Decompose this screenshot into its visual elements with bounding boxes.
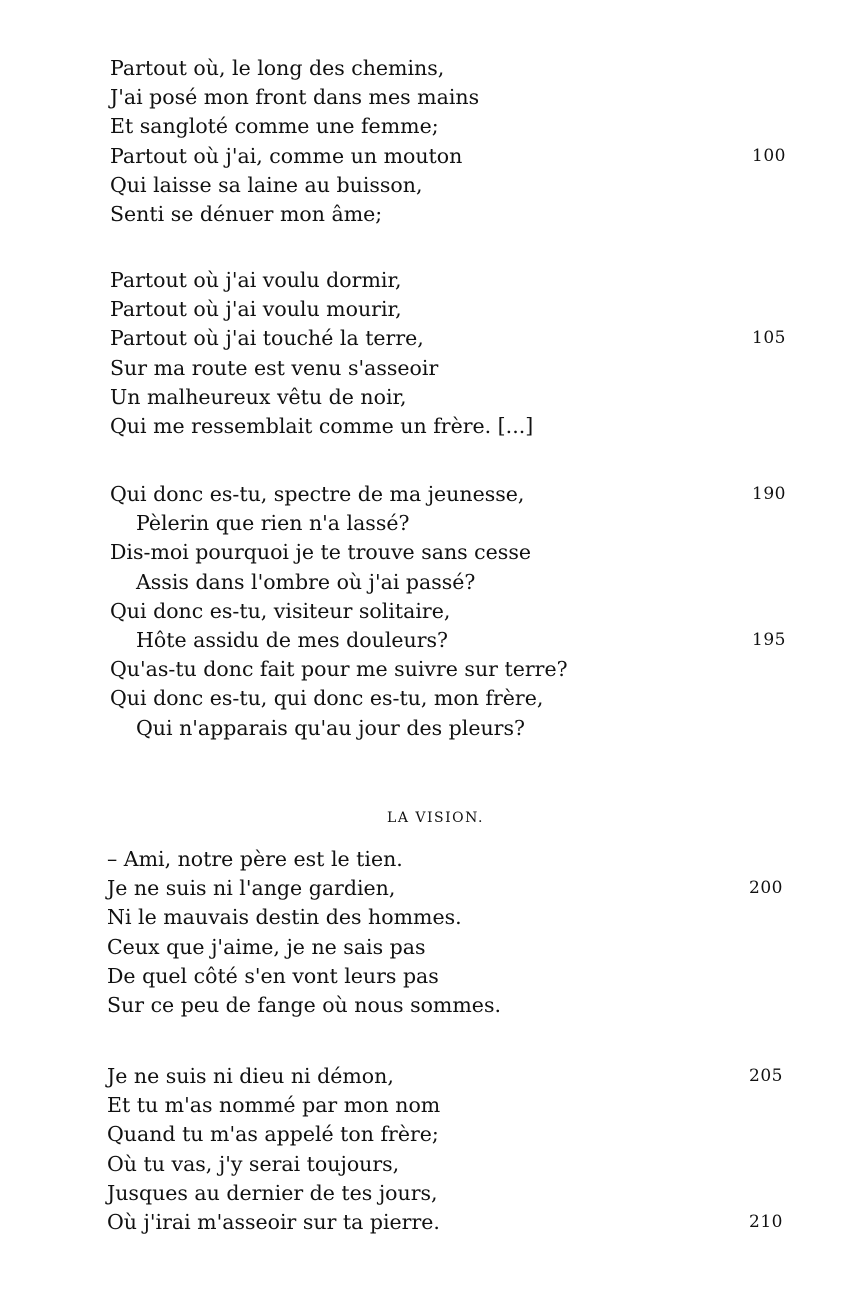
verse-line — [110, 655, 800, 684]
stanza — [110, 54, 800, 229]
verse-line — [110, 112, 800, 141]
verse-text: Où tu vas, j'y serai toujours, — [107, 1151, 400, 1176]
verse-text: Assis dans l'ombre où j'ai passé? — [136, 569, 476, 594]
verse-text: Qui donc es-tu, visiteur solitaire, — [110, 598, 451, 623]
section-heading — [0, 810, 857, 826]
verse-line — [110, 597, 800, 626]
verse-text: Qui n'apparais qu'au jour des pleurs? — [136, 715, 525, 740]
verse-text: Ceux que j'aime, je ne sais pas — [107, 934, 426, 959]
verse-text: Jusques au dernier de tes jours, — [107, 1180, 438, 1205]
line-number: 100 — [752, 145, 786, 166]
verse-line — [110, 266, 800, 295]
verse-text: Hôte assidu de mes douleurs? — [136, 627, 449, 652]
section-heading-text: LA VISION. — [387, 810, 484, 826]
verse-line — [110, 83, 800, 112]
verse-text: J'ai posé mon front dans mes mains — [110, 85, 480, 110]
verse-line — [107, 1120, 797, 1149]
verse-text: Je ne suis ni dieu ni démon, — [107, 1064, 394, 1088]
verse-line — [110, 509, 800, 538]
verse-line — [107, 933, 797, 962]
verse-text: Je ne suis ni l'ange gardien, — [107, 876, 396, 901]
stanza — [107, 1062, 797, 1237]
verse-text: Et sangloté comme une femme; — [110, 114, 439, 139]
verse-text: Qu'as-tu donc fait pour me suivre sur terre? — [110, 657, 568, 682]
verse-text: Qui donc es-tu, spectre de ma jeunesse, — [110, 482, 525, 506]
verse-line — [110, 684, 800, 713]
verse-line — [110, 412, 800, 441]
stanza — [110, 266, 800, 441]
stanza — [110, 480, 800, 743]
verse-line — [107, 991, 797, 1020]
verse-line — [110, 142, 800, 171]
verse-line — [110, 324, 800, 353]
verse-text: – Ami, notre père est le tien. — [107, 847, 403, 871]
verse-text: Partout où j'ai voulu dormir, — [110, 268, 402, 292]
line-number: 205 — [749, 1066, 783, 1086]
verse-text: Partout où j'ai touché la terre, — [110, 326, 424, 351]
verse-text: Partout où j'ai voulu mourir, — [110, 297, 402, 322]
verse-line — [110, 626, 800, 655]
verse-text: Sur ma route est venu s'asseoir — [110, 355, 439, 380]
verse-line — [110, 480, 800, 509]
verse-text: Et tu m'as nommé par mon nom — [107, 1093, 441, 1118]
verse-text: Pèlerin que rien n'a lassé? — [136, 511, 410, 536]
line-number: 105 — [752, 328, 786, 349]
verse-line — [110, 538, 800, 567]
line-number: 200 — [749, 878, 783, 899]
verse-text: Quand tu m'as appelé ton frère; — [107, 1122, 439, 1147]
line-number: 190 — [752, 484, 786, 504]
verse-line — [107, 1150, 797, 1179]
verse-text: De quel côté s'en vont leurs pas — [107, 963, 439, 988]
verse-text: Qui donc es-tu, qui donc es-tu, mon frère, — [110, 686, 544, 711]
verse-text: Ni le mauvais destin des hommes. — [107, 905, 462, 930]
verse-line — [107, 874, 797, 903]
verse-line — [110, 54, 800, 83]
line-number: 195 — [752, 629, 786, 650]
verse-line — [110, 383, 800, 412]
verse-text: Qui me ressemblait comme un frère. [...] — [110, 413, 534, 438]
line-number: 210 — [749, 1211, 783, 1232]
verse-text: Partout où, le long des chemins, — [110, 56, 445, 80]
verse-text: Qui laisse sa laine au buisson, — [110, 172, 423, 197]
verse-line — [110, 354, 800, 383]
verse-text: Partout où j'ai, comme un mouton — [110, 143, 463, 168]
verse-line — [110, 200, 800, 229]
verse-line — [107, 1208, 797, 1237]
verse-line — [107, 1179, 797, 1208]
verse-line — [107, 845, 797, 874]
verse-line — [107, 903, 797, 932]
verse-text: Un malheureux vêtu de noir, — [110, 384, 407, 409]
verse-text: Où j'irai m'asseoir sur ta pierre. — [107, 1209, 440, 1234]
verse-text: Dis-moi pourquoi je te trouve sans cesse — [110, 540, 531, 565]
verse-line — [107, 1091, 797, 1120]
verse-line — [107, 962, 797, 991]
verse-line — [107, 1062, 797, 1091]
verse-line — [110, 295, 800, 324]
verse-line — [110, 714, 800, 743]
verse-text: Sur ce peu de fange où nous sommes. — [107, 992, 501, 1017]
verse-line — [110, 171, 800, 200]
verse-line — [110, 568, 800, 597]
verse-text: Senti se dénuer mon âme; — [110, 201, 383, 226]
stanza — [107, 845, 797, 1020]
